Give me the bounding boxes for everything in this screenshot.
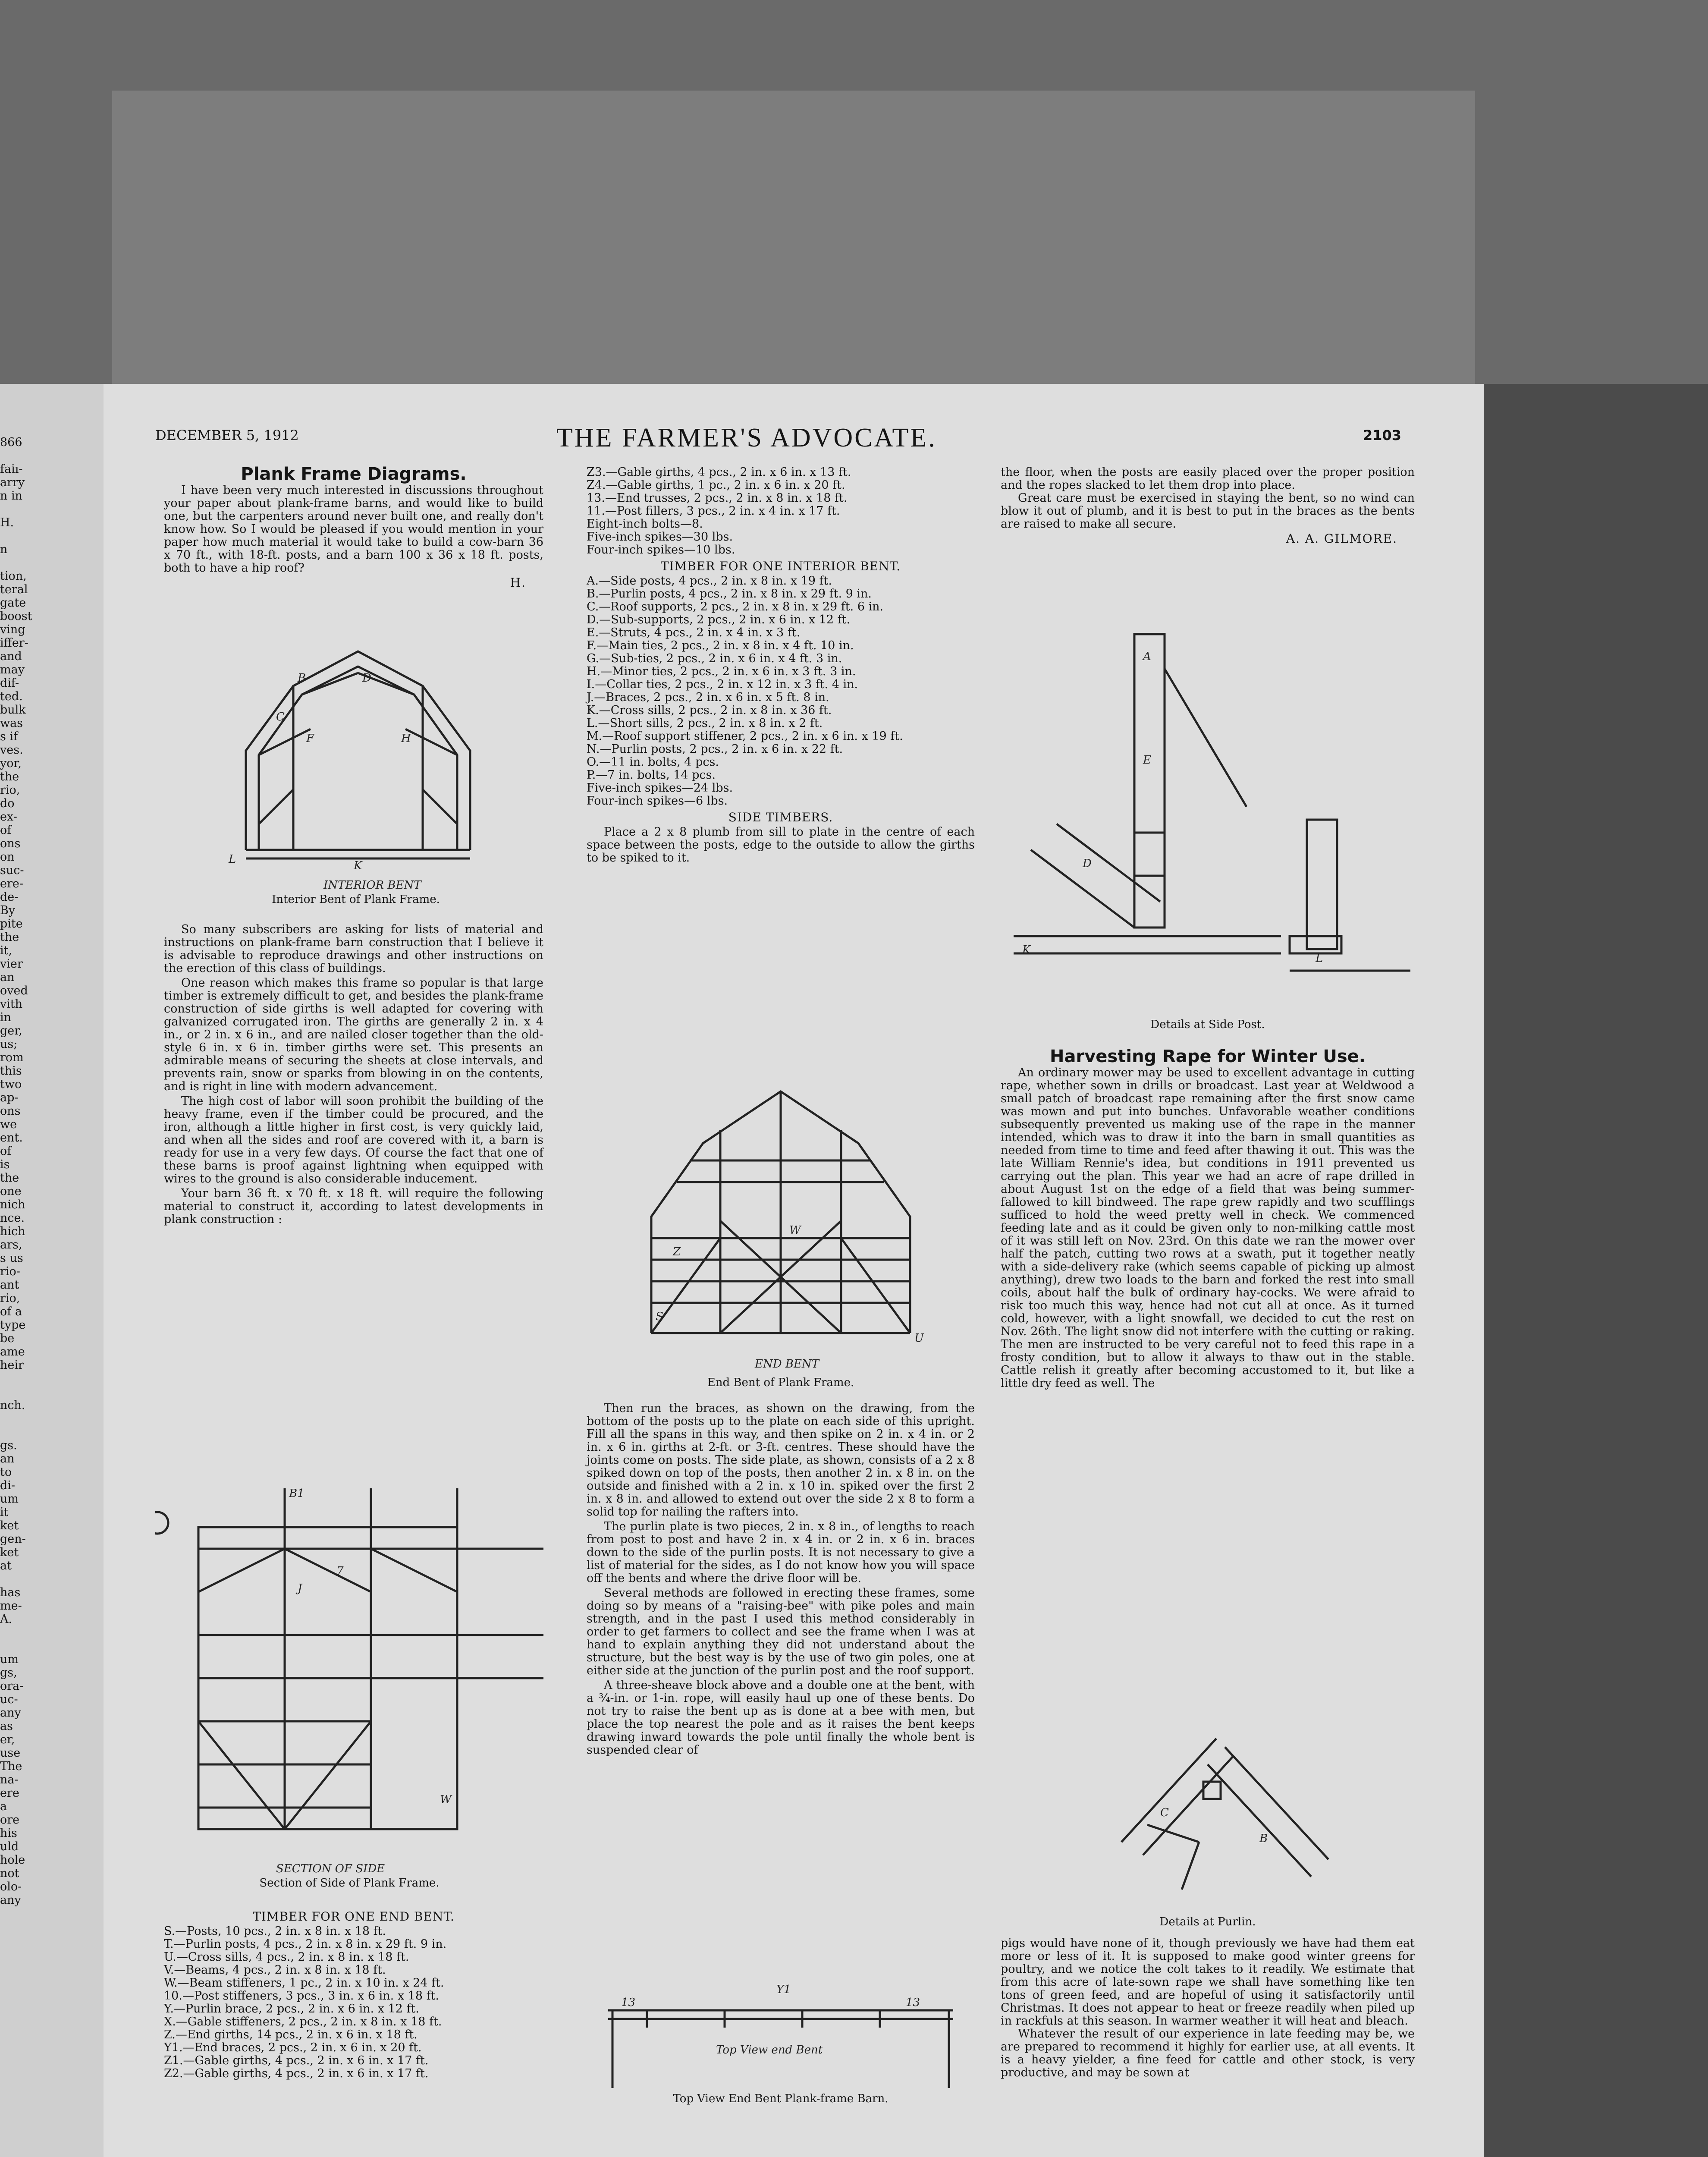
author-signature: A. A. GILMORE. bbox=[1286, 531, 1397, 546]
fragment-text: n in bbox=[0, 489, 22, 503]
fragment-text: of bbox=[0, 824, 12, 837]
fragment-text: iffer- bbox=[0, 636, 28, 650]
fragment-text: ving bbox=[0, 623, 25, 636]
fragment-text: rio, bbox=[0, 1292, 20, 1305]
fragment-text: rom bbox=[0, 1051, 24, 1064]
end-bent-items bbox=[164, 1925, 543, 2080]
adjacent-page-fragment bbox=[0, 384, 104, 2157]
label-u: U bbox=[914, 1332, 924, 1345]
material-line: 13.—End trusses, 2 pcs., 2 in. x 8 in. x 18 ft. bbox=[587, 491, 848, 505]
side-post-detail-diagram bbox=[1005, 626, 1410, 1014]
fragment-text: vith bbox=[0, 997, 23, 1011]
label-f: F bbox=[306, 732, 314, 745]
fragment-text: A. bbox=[0, 1613, 13, 1626]
material-line: W.—Beam stiffeners, 1 pc., 2 in. x 10 in. x 24 ft. bbox=[164, 1976, 444, 1990]
label-7: 7 bbox=[336, 1565, 344, 1578]
fragment-text: has bbox=[0, 1586, 21, 1599]
fragment-text: ora- bbox=[0, 1679, 24, 1693]
issue-date: DECEMBER 5, 1912 bbox=[155, 427, 299, 443]
material-line: Z4.—Gable girths, 1 pc., 2 in. x 6 in. x 20 ft. bbox=[587, 478, 845, 492]
material-line: T.—Purlin posts, 4 pcs., 2 in. x 8 in. x 29 ft. 9 in. bbox=[164, 1937, 447, 1951]
fragment-text: an bbox=[0, 971, 15, 984]
fragment-text: any bbox=[0, 1893, 21, 1907]
fragment-text: ame bbox=[0, 1345, 25, 1358]
fragment-text: the bbox=[0, 1171, 19, 1185]
rape-article-title: Harvesting Rape for Winter Use. bbox=[1050, 1047, 1366, 1066]
top-view-end-bent-diagram bbox=[595, 1976, 966, 2092]
fragment-text: us; bbox=[0, 1038, 18, 1051]
fragment-text: gs. bbox=[0, 1439, 17, 1452]
top-view-label: Top View end Bent bbox=[716, 2044, 823, 2056]
column-1-body bbox=[164, 923, 543, 1228]
fragment-text: and bbox=[0, 650, 22, 663]
fragment-text: ons bbox=[0, 1104, 21, 1118]
label-c: C bbox=[276, 711, 285, 723]
material-line: I.—Collar ties, 2 pcs., 2 in. x 12 in. x 3 ft. 4 in. bbox=[587, 678, 858, 691]
paragraph: the floor, when the posts are easily placed over the proper position and the ropes slacked to let them drop into place. bbox=[1001, 465, 1415, 492]
label-k: K bbox=[354, 859, 362, 872]
material-line: L.—Short sills, 2 pcs., 2 in. x 8 in. x 2 ft. bbox=[587, 717, 823, 730]
label-13b: 13 bbox=[906, 1996, 920, 2009]
end-bent-caption: End Bent of Plank Frame. bbox=[707, 1376, 854, 1389]
fragment-text: it bbox=[0, 1506, 9, 1519]
material-line: M.—Roof support stiffener, 2 pcs., 2 in. x 6 in. x 19 ft. bbox=[587, 729, 903, 743]
fragment-text: gate bbox=[0, 596, 26, 610]
paragraph: Then run the braces, as shown on the drawing, from the bottom of the posts up to the plate on each side of this upright. Fill all the spans in this way, and then spike on 2 in. x 4 in. or 2 in. x 6 in. girths at 2-ft. or 3-ft. centres. These should have the joints come on posts. The side plate, as shown, consists of a 2 x 8 spiked down on top of the posts, then another 2 in. x 8 in. on the outside and finished with a 2 in. x 10 in. spiked over the first 2 in. x 8 in. and allowed to extend out over the side 2 x 8 to form a solid top for nailing the rafters into. bbox=[587, 1402, 975, 1519]
fragment-text: H. bbox=[0, 516, 14, 529]
fragment-text: nich bbox=[0, 1198, 25, 1211]
label-d: D bbox=[362, 672, 371, 685]
interior-bent-title: TIMBER FOR ONE INTERIOR BENT. bbox=[660, 559, 901, 573]
fragment-text: in bbox=[0, 1011, 12, 1024]
paragraph: Whatever the result of our experience in late feeding may be, we are prepared to recommend it highly for earlier use, at all events. It is a heavy yielder, a fine feed for cattle and other stock, is very productive, and may be sown at bbox=[1001, 2027, 1415, 2079]
newspaper-page bbox=[104, 384, 1484, 2157]
reader-letter: I have been very much interested in discussions throughout your paper about plank-frame barns, and would like to build one, but the carpenters around never built one, and really don't know how. So I would be pleased if you would mention in your paper how much material it would take to build a cow-barn 36 x 70 ft., with 18-ft. posts, and a barn 100 x 36 x 18 ft. posts, both to have a hip roof? bbox=[164, 484, 543, 575]
paragraph: Your barn 36 ft. x 70 ft. x 18 ft. will require the following material to construct it, according to latest developments in plank construction : bbox=[164, 1187, 543, 1226]
label-d2: D bbox=[1083, 857, 1092, 870]
interior-bent-label: INTERIOR BENT bbox=[323, 879, 421, 892]
fragment-text: vier bbox=[0, 957, 23, 971]
fragment-text: olo- bbox=[0, 1880, 22, 1893]
end-bent-label: END BENT bbox=[755, 1358, 819, 1371]
fragment-text: to bbox=[0, 1465, 12, 1479]
material-line: C.—Roof supports, 2 pcs., 2 in. x 8 in. x 29 ft. 6 in. bbox=[587, 600, 884, 613]
label-w2: W bbox=[789, 1224, 801, 1237]
material-line: S.—Posts, 10 pcs., 2 in. x 8 in. x 18 ft. bbox=[164, 1924, 386, 1938]
material-line: Z2.—Gable girths, 4 pcs., 2 in. x 6 in. x 17 ft. bbox=[164, 2067, 429, 2080]
fragment-text: um bbox=[0, 1653, 19, 1666]
fragment-text: ves. bbox=[0, 743, 23, 757]
label-l2: L bbox=[1316, 952, 1323, 965]
material-line: Five-inch spikes—30 lbs. bbox=[587, 530, 733, 544]
material-line: G.—Sub-ties, 2 pcs., 2 in. x 6 in. x 4 ft. 3 in. bbox=[587, 652, 842, 665]
fragment-text: of bbox=[0, 1145, 12, 1158]
fragment-text: do bbox=[0, 797, 15, 810]
label-l: L bbox=[229, 853, 236, 866]
purlin-detail-diagram bbox=[1096, 1713, 1337, 1894]
fragment-text: ars, bbox=[0, 1238, 22, 1251]
label-e: E bbox=[1143, 754, 1151, 767]
fragment-text: pite bbox=[0, 917, 23, 931]
section-label: SECTION OF SIDE bbox=[276, 1862, 385, 1875]
fragment-text: teral bbox=[0, 583, 28, 596]
interior-bent-diagram bbox=[168, 634, 543, 893]
material-line: Z.—End girths, 14 pcs., 2 in. x 6 in. x 18 ft. bbox=[164, 2028, 418, 2041]
material-line: E.—Struts, 4 pcs., 2 in. x 4 in. x 3 ft. bbox=[587, 626, 801, 639]
fragment-text: heir bbox=[0, 1358, 24, 1372]
fragment-text: bulk bbox=[0, 703, 26, 717]
fragment-text: hole bbox=[0, 1853, 25, 1867]
fragment-text: as bbox=[0, 1720, 13, 1733]
fragment-text: one bbox=[0, 1185, 22, 1198]
material-line: Y.—Purlin brace, 2 pcs., 2 in. x 6 in. x 12 ft. bbox=[164, 2002, 419, 2016]
fragment-text: ons bbox=[0, 837, 21, 850]
material-line: P.—7 in. bolts, 14 pcs. bbox=[587, 768, 716, 782]
fragment-text: be bbox=[0, 1332, 15, 1345]
label-a: A bbox=[1143, 650, 1151, 663]
fragment-text: of a bbox=[0, 1305, 22, 1318]
interior-bent-items bbox=[587, 575, 975, 808]
column-3-top bbox=[1001, 466, 1415, 545]
fragment-text: nce. bbox=[0, 1211, 25, 1225]
fragment-text: we bbox=[0, 1118, 17, 1131]
label-c3: C bbox=[1160, 1806, 1169, 1819]
fragment-text: was bbox=[0, 717, 23, 730]
fragment-text: The bbox=[0, 1760, 22, 1773]
fragment-text: ere bbox=[0, 1786, 19, 1800]
fragment-text: na- bbox=[0, 1773, 19, 1786]
material-line: Eight-inch bolts—8. bbox=[587, 517, 703, 531]
fragment-text: at bbox=[0, 1559, 12, 1572]
fragment-text: dif- bbox=[0, 676, 19, 690]
fragment-text: not bbox=[0, 1867, 19, 1880]
material-line: Four-inch spikes—10 lbs. bbox=[587, 543, 735, 557]
upper-page-edge bbox=[112, 91, 1475, 388]
end-bent-title: TIMBER FOR ONE END BENT. bbox=[253, 1909, 455, 1924]
fragment-text: rio, bbox=[0, 783, 20, 797]
fragment-text: de- bbox=[0, 890, 19, 904]
fragment-text: n bbox=[0, 543, 8, 556]
paragraph: A three-sheave block above and a double one at the bent, with a ¾-in. or 1-in. rope, will easily haul up one of these bents. Do not try to raise the bent up as is done at a bee with men, but place the top nearest the pole and as it raises the bent keeps drawing inward towards the pole until finally the whole bent is suspended clear of bbox=[587, 1679, 975, 1757]
column-2-body bbox=[587, 1402, 975, 1758]
fragment-text: uc- bbox=[0, 1693, 18, 1706]
material-line: X.—Gable stiffeners, 2 pcs., 2 in. x 8 in. x 18 ft. bbox=[164, 2015, 442, 2028]
purlin-caption: Details at Purlin. bbox=[1159, 1915, 1256, 1928]
fragment-text: two bbox=[0, 1078, 22, 1091]
fragment-text: uld bbox=[0, 1840, 19, 1853]
fragment-text: um bbox=[0, 1492, 19, 1506]
label-k2: K bbox=[1022, 943, 1031, 956]
label-13: 13 bbox=[621, 1996, 636, 2009]
material-line: O.—11 in. bolts, 4 pcs. bbox=[587, 755, 719, 769]
material-line: U.—Cross sills, 4 pcs., 2 in. x 8 in. x 18 ft. bbox=[164, 1950, 409, 1964]
paragraph: The high cost of labor will soon prohibit the building of the heavy frame, even if the timber could be procured, and the iron, although a little higher in first cost, is very quickly laid, and when all the sides and roof are covered with it, a barn is ready for use in a very few days. Of course the fact that one of these barns is proof against lightning when equipped with wires to the ground is also considerable inducement. bbox=[164, 1094, 543, 1185]
material-line: J.—Braces, 2 pcs., 2 in. x 6 in. x 5 ft. 8 in. bbox=[587, 691, 829, 704]
label-b3: B bbox=[1259, 1832, 1268, 1845]
fragment-text: use bbox=[0, 1746, 21, 1760]
fragment-text: s us bbox=[0, 1251, 23, 1265]
section-of-side-diagram bbox=[155, 1462, 543, 1877]
material-line: B.—Purlin posts, 4 pcs., 2 in. x 8 in. x 29 ft. 9 in. bbox=[587, 587, 872, 601]
fragment-text: nch. bbox=[0, 1399, 25, 1412]
paragraph: Several methods are followed in erecting these frames, some doing so by means of a "raising-bee" with pike poles and main strength, and in the past I used this method considerably in order to get farmers to collect and see the frame when I was at hand to explain anything they did not understand about the structure, but the best way is by the use of two gin poles, one at either side at the junction of the purlin post and the roof support. bbox=[587, 1586, 975, 1677]
masthead: THE FARMER'S ADVOCATE. bbox=[556, 423, 937, 453]
column-2-lists bbox=[587, 466, 975, 866]
fragment-text: boost bbox=[0, 610, 32, 623]
end-bent-timber-list bbox=[164, 1907, 543, 2080]
fragment-text: this bbox=[0, 1064, 22, 1078]
fragment-text: gs, bbox=[0, 1666, 17, 1679]
side-timbers-text: Place a 2 x 8 plumb from sill to plate in the centre of each space between the posts, edge to the outside to allow the girths to be spiked to it. bbox=[587, 825, 975, 865]
fragment-text: ex- bbox=[0, 810, 17, 824]
end-bent-diagram bbox=[591, 1066, 970, 1376]
label-y1: Y1 bbox=[776, 1983, 791, 1996]
label-s: S bbox=[656, 1310, 663, 1323]
paragraph: One reason which makes this frame so popular is that large timber is extremely difficult to get, and besides the plank-frame construction of side girths is well adapted for covering with galvanized corrugated iron. The girths are generally 2 in. x 4 in., or 2 in. x 6 in., and are nailed closer together than the old-style 6 in. x 6 in. timber girths were set. This presents an admirable means of securing the sheets at close intervals, and prevents rain, snow or sparks from blowing in on the contents, and is right in line with modern advancement. bbox=[164, 976, 543, 1093]
material-line: D.—Sub-supports, 2 pcs., 2 in. x 6 in. x 12 ft. bbox=[587, 613, 851, 626]
label-w: W bbox=[440, 1793, 452, 1806]
fragment-text: ent. bbox=[0, 1131, 23, 1145]
material-line: K.—Cross sills, 2 pcs., 2 in. x 8 in. x 36 ft. bbox=[587, 704, 832, 717]
material-line: F.—Main ties, 2 pcs., 2 in. x 8 in. x 4 ft. 10 in. bbox=[587, 639, 854, 652]
top-view-caption: Top View End Bent Plank-frame Barn. bbox=[673, 2092, 889, 2105]
fragment-text: rio- bbox=[0, 1265, 20, 1278]
side-timbers-title: SIDE TIMBERS. bbox=[728, 810, 833, 824]
label-z: Z bbox=[673, 1245, 681, 1258]
fragment-text: arry bbox=[0, 476, 25, 489]
article-title: Plank Frame Diagrams. bbox=[241, 464, 467, 484]
column-3-bottom bbox=[1001, 1937, 1415, 2081]
interior-bent-caption: Interior Bent of Plank Frame. bbox=[272, 893, 440, 906]
fragment-text: his bbox=[0, 1827, 17, 1840]
gable-items bbox=[587, 466, 975, 557]
fragment-text: di- bbox=[0, 1479, 16, 1492]
fragment-text: faiı- bbox=[0, 462, 23, 476]
fragment-text: s if bbox=[0, 730, 18, 743]
fragment-text: the bbox=[0, 770, 19, 783]
fragment-text: may bbox=[0, 663, 25, 676]
fragment-text: any bbox=[0, 1706, 21, 1720]
paragraph: So many subscribers are asking for lists of material and instructions on plank-frame barn construction that I believe it is advisable to reproduce drawings and other instructions on the erection of this class of buildings. bbox=[164, 923, 543, 975]
fragment-text: the bbox=[0, 931, 19, 944]
fragment-text: 866 bbox=[0, 436, 22, 449]
fragment-text: oved bbox=[0, 984, 28, 997]
fragment-text: yor, bbox=[0, 757, 22, 770]
fragment-text: ket bbox=[0, 1519, 19, 1532]
material-line: 10.—Post stiffeners, 3 pcs., 3 in. x 6 in. x 18 ft. bbox=[164, 1989, 440, 2003]
material-line: V.—Beams, 4 pcs., 2 in. x 8 in. x 18 ft. bbox=[164, 1963, 386, 1977]
fragment-text: hich bbox=[0, 1225, 25, 1238]
material-line: 11.—Post fillers, 3 pcs., 2 in. x 4 in. x 17 ft. bbox=[587, 504, 840, 518]
fragment-text: ger, bbox=[0, 1024, 22, 1038]
fragment-text: type bbox=[0, 1318, 26, 1332]
label-h: H bbox=[401, 732, 411, 745]
fragment-text: is bbox=[0, 1158, 10, 1171]
fragment-text: a bbox=[0, 1800, 7, 1813]
section-of-side-caption: Section of Side of Plank Frame. bbox=[259, 1877, 440, 1890]
page-number: 2103 bbox=[1363, 427, 1402, 443]
material-line: A.—Side posts, 4 pcs., 2 in. x 8 in. x 19 ft. bbox=[587, 574, 832, 588]
fragment-text: on bbox=[0, 850, 15, 864]
material-line: Five-inch spikes—24 lbs. bbox=[587, 781, 733, 795]
side-post-caption: Details at Side Post. bbox=[1150, 1018, 1265, 1031]
material-line: Z3.—Gable girths, 4 pcs., 2 in. x 6 in. x 13 ft. bbox=[587, 465, 851, 479]
paragraph: An ordinary mower may be used to excellent advantage in cutting rape, whether sown in drills or broadcast. Last year at Weldwood a small patch of broadcast rape remaining after the first snow came was mown and put into bunches. Unfavorable weather conditions subsequently prevented us making use of the rape in the manner intended, which was to draw it into the barn in small quantities as needed from time to time and feed after thawing it out. This was the late William Rennie's idea, but conditions in 1911 prevented us carrying out the plan. This year we had an acre of rape drilled in about August 1st on the edge of a field that was being summer-fallowed to kill bindweed. The rape grew rapidly and two scufflings sufficed to hold the weed pretty well in check. We commenced feeding late and as it could be given only to non-milking cattle most of it was still left on Nov. 23rd. On this date we ran the mower over half the patch, cutting two rows at a swath, put it together neatly with a side-delivery rake (which seems capable of picking up almost anything), drew two loads to the barn and forked the rest into small coils, about half the bulk of ordinary hay-cocks. We were afraid to risk too much this way, hence had not cut all at once. As it turned cold, however, with a light snowfall, we decided to cut the rest on Nov. 26th. The light snow did not interfere with the cutting or raking. The men are instructed to be very careful not to feed this rape in a frosty condition, but to allow it always to thaw out in the stable. Cattle relish it greatly after becoming accustomed to it, but like a little dry feed as well. The bbox=[1001, 1066, 1415, 1390]
paragraph: Great care must be exercised in staying the bent, so no wind can blow it out of plumb, and it is best to put in the braces as the bents are raised to make all secure. bbox=[1001, 491, 1415, 531]
label-j: J bbox=[298, 1582, 302, 1595]
fragment-text: er, bbox=[0, 1733, 15, 1746]
material-line: N.—Purlin posts, 2 pcs., 2 in. x 6 in. x 22 ft. bbox=[587, 742, 843, 756]
fragment-text: ket bbox=[0, 1546, 19, 1559]
paragraph: pigs would have none of it, though previously we have had them eat more or less of it. It is supposed to make good winter greens for poultry, and we notice the colt takes to it readily. We estimate that from this acre of late-sown rape we shall have something like ten tons of green feed, and are hopeful of using it satisfactorily until Christmas. It does not appear to heat or freeze readily when piled up in rackfuls at this season. In warmer weather it will heat and bleach. bbox=[1001, 1937, 1415, 2028]
fragment-text: ore bbox=[0, 1813, 20, 1827]
letter-signature: H. bbox=[510, 575, 526, 590]
fragment-text: an bbox=[0, 1452, 15, 1465]
fragment-text: it, bbox=[0, 944, 13, 957]
material-line: Z1.—Gable girths, 4 pcs., 2 in. x 6 in. x 17 ft. bbox=[164, 2054, 429, 2067]
label-b1: B1 bbox=[289, 1487, 305, 1500]
fragment-text: me- bbox=[0, 1599, 22, 1613]
material-line: Y1.—End braces, 2 pcs., 2 in. x 6 in. x 20 ft. bbox=[164, 2041, 422, 2054]
fragment-text: By bbox=[0, 904, 16, 917]
material-line: H.—Minor ties, 2 pcs., 2 in. x 6 in. x 3 ft. 3 in. bbox=[587, 665, 856, 678]
paragraph: The purlin plate is two pieces, 2 in. x 8 in., of lengths to reach from post to post and have 2 in. x 4 in. or 2 in. x 6 in. braces down to the side of the purlin posts. It is not necessary to give a list of material for the sides, as I do not know how you will space off the bents and where the drive floor will be. bbox=[587, 1520, 975, 1585]
fragment-text: tion, bbox=[0, 569, 27, 583]
column-1-top bbox=[164, 466, 543, 589]
column-3-body bbox=[1001, 1048, 1415, 1392]
fragment-text: ap- bbox=[0, 1091, 19, 1104]
fragment-text: suc- bbox=[0, 864, 24, 877]
fragment-text: ere- bbox=[0, 877, 23, 890]
material-line: Four-inch spikes—6 lbs. bbox=[587, 794, 728, 808]
label-b: B bbox=[298, 672, 306, 685]
fragment-text: ted. bbox=[0, 690, 23, 703]
fragment-text: ant bbox=[0, 1278, 19, 1292]
fragment-text: gen- bbox=[0, 1532, 26, 1546]
